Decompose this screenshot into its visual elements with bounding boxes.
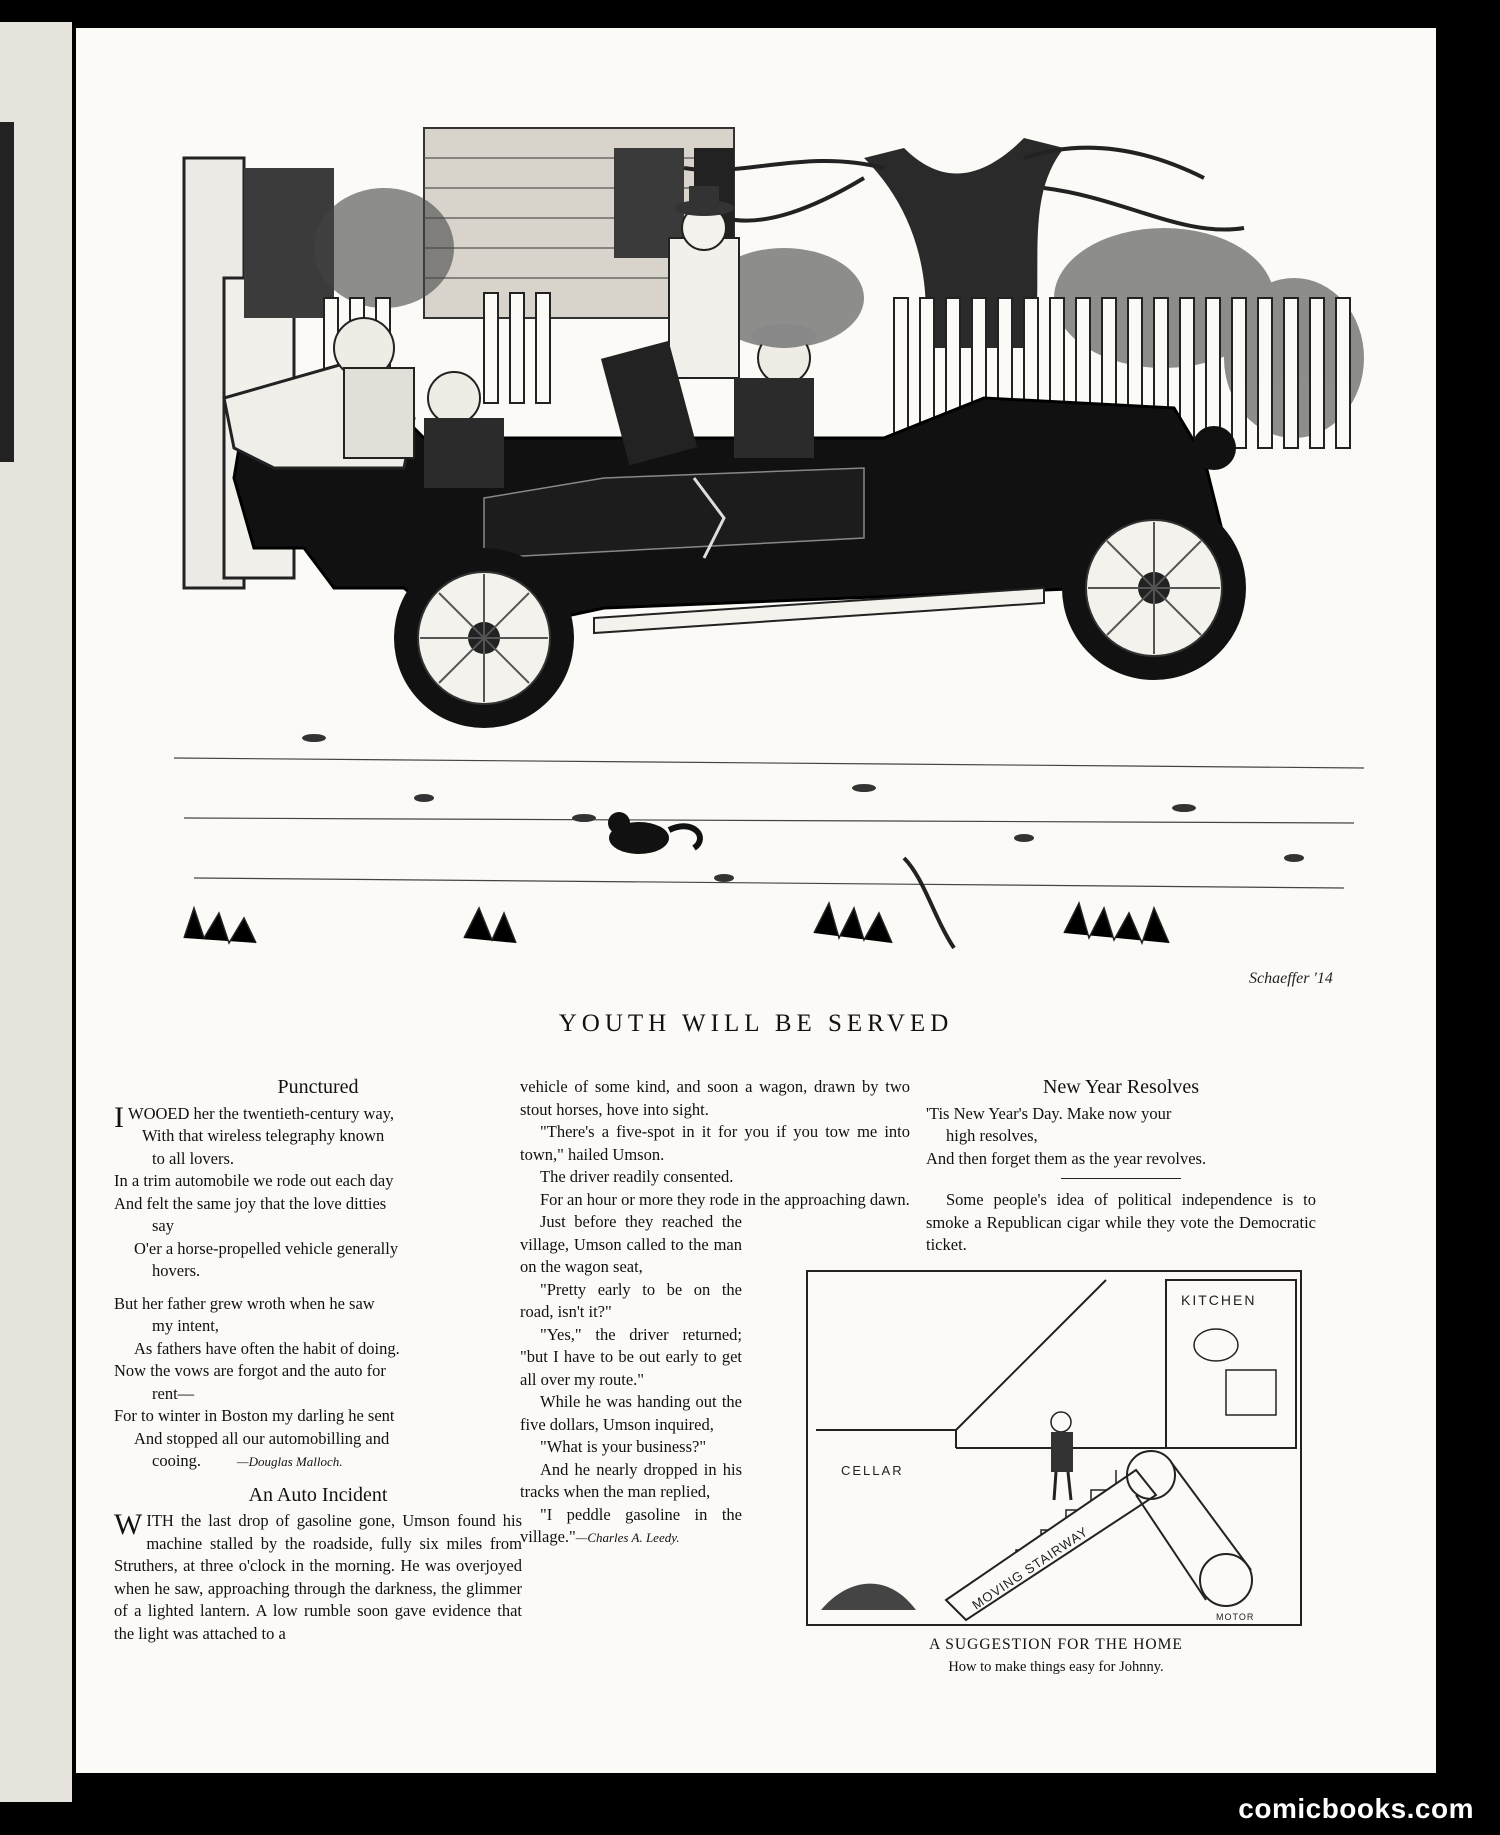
stairway-label: MOVING STAIRWAY: [969, 1523, 1091, 1613]
poem-line: to all lovers.: [152, 1148, 235, 1168]
poem-line: But her father grew wroth when he saw: [114, 1293, 375, 1313]
poem-line: rent—: [152, 1383, 195, 1403]
paragraph: "I peddle gasoline in the village.": [520, 1504, 742, 1546]
paragraph: vehicle of some kind, and soon a wagon, drawn by two stout horses, hove into sight.: [520, 1077, 910, 1119]
poem-line: For to winter in Boston my darling he sent: [114, 1406, 395, 1425]
punctured-title: Punctured: [277, 1076, 359, 1098]
punctured-poem: [114, 1100, 522, 1474]
poem-line: say: [152, 1216, 174, 1235]
poem-line: And felt the same joy that the love ditties: [114, 1193, 387, 1213]
poem-line: As fathers have often the habit of doing.: [134, 1338, 400, 1358]
paragraph: "Yes," the driver returned; "but I have to be out early to get all over my route.": [520, 1324, 742, 1389]
paragraph: And he nearly dropped in his tracks when the man replied,: [520, 1459, 742, 1501]
motor-label: MOTOR: [1216, 1612, 1255, 1622]
paragraph: The driver readily consented.: [540, 1167, 734, 1186]
poem-line: In a trim automobile we rode out each day: [114, 1171, 394, 1190]
paragraph: "Pretty early to be on the road, isn't it?": [520, 1279, 742, 1321]
resolves-poem: [926, 1103, 1316, 1171]
punctured-dropcap: I: [114, 1100, 124, 1134]
auto-incident-title: An Auto Incident: [248, 1483, 388, 1506]
site-watermark: comicbooks.com: [1238, 1793, 1474, 1824]
left-page-binding: [0, 122, 14, 462]
punctured-byline: —Douglas Malloch.: [237, 1454, 343, 1469]
poem-line: my intent,: [152, 1316, 219, 1335]
poem-line: high resolves,: [946, 1126, 1038, 1145]
divider: [1061, 1178, 1181, 1179]
poem-line: Now the vows are forgot and the auto for: [114, 1361, 386, 1380]
paragraph: ITH the last drop of gasoline gone, Umson found his machine stalled by the roadside, fully six miles from Struthers, at three o'clock in the morning. He was overjoyed when he saw, approaching through the darkness, the glimmer of a lighted lantern. A low rumble soon gave evidence that the light was attached to a: [114, 1511, 522, 1643]
paragraph: "There's a five-spot in it for you if you tow me into town," hailed Umson.: [520, 1122, 910, 1164]
poem-line: cooing.: [152, 1451, 202, 1470]
poem-line: And stopped all our automobilling and: [134, 1428, 390, 1448]
left-page-edge: [0, 22, 72, 1802]
independence-paragraph: Some people's idea of political independence is to smoke a Republican cigar while they vote the Democratic ticket.: [926, 1190, 1316, 1254]
paragraph: "What is your business?": [540, 1437, 707, 1456]
cartoon-subcaption: How to make things easy for Johnny.: [948, 1659, 1164, 1675]
illustration-signature: Schaeffer '14: [1249, 970, 1333, 987]
column-3: [926, 1076, 1316, 1257]
paragraph: While he was handing out the five dollars, Umson inquired,: [520, 1392, 742, 1434]
poem-line: WOOED her the twentieth-century way,: [128, 1103, 395, 1123]
stairway-cartoon: [806, 1270, 1302, 1626]
auto-incident-dropcap: W: [114, 1508, 143, 1541]
car-illustration: [164, 118, 1374, 1018]
poem-line: With that wireless telegraphy known: [142, 1126, 385, 1145]
poem-line: And then forget them as the year revolves.: [926, 1148, 1207, 1168]
kitchen-label: KITCHEN: [1181, 1292, 1257, 1308]
poem-line: hovers.: [152, 1261, 201, 1280]
cartoon-caption-block: [776, 1634, 1336, 1678]
cartoon-caption: A SUGGESTION FOR THE HOME: [929, 1636, 1183, 1653]
poem-line: 'Tis New Year's Day. Make now your: [926, 1103, 1172, 1123]
paragraph: For an hour or more they rode in the approaching dawn.: [540, 1189, 910, 1209]
poem-line: O'er a horse-propelled vehicle generally: [134, 1238, 399, 1258]
magazine-page: [76, 28, 1436, 1773]
illustration-caption: YOUTH WILL BE SERVED: [558, 1010, 954, 1037]
cellar-label: CELLAR: [841, 1463, 904, 1478]
auto-incident-byline: —Charles A. Leedy.: [575, 1530, 680, 1545]
auto-incident-text: [114, 1510, 522, 1645]
column-1: [114, 1076, 522, 1645]
resolves-title: New Year Resolves: [1042, 1076, 1200, 1098]
paragraph: Just before they reached the village, Umson called to the man on the wagon seat,: [520, 1212, 742, 1276]
